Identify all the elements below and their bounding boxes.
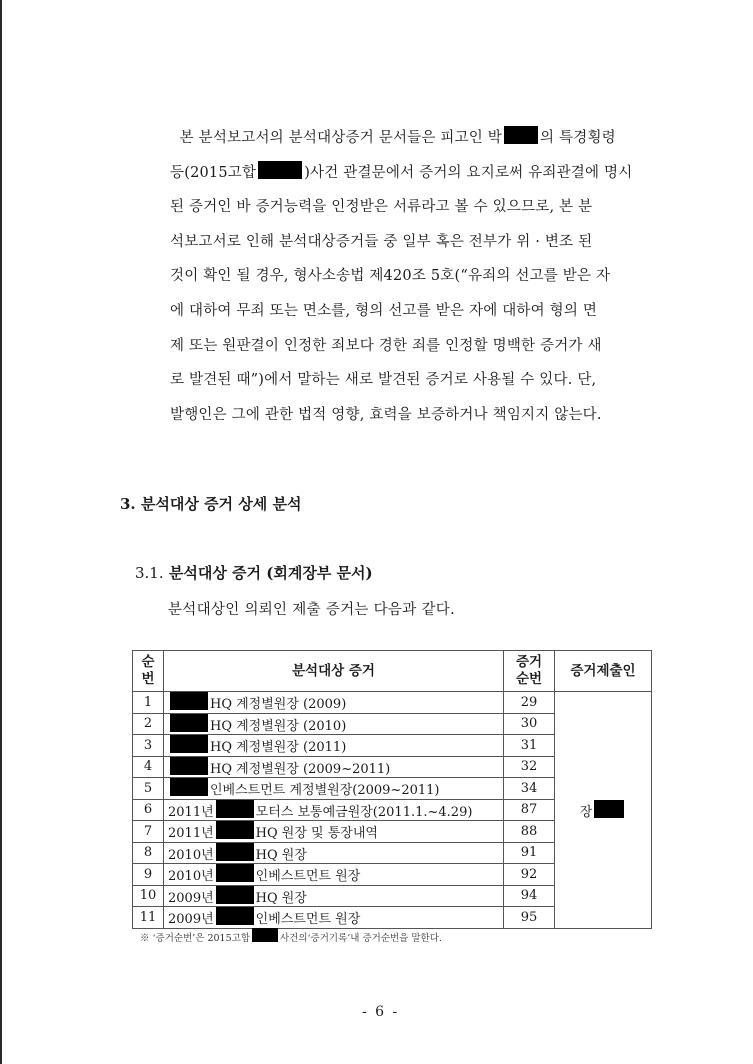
- section-title: 분석대상 증거 (회계장부 문서): [168, 564, 373, 582]
- evidence-seq: 30: [504, 713, 555, 735]
- redaction-box: [504, 126, 538, 144]
- table-header-row: [133, 651, 652, 692]
- evidence-item: [164, 713, 504, 735]
- evidence-item: [164, 756, 504, 778]
- paragraph-text: 의 특경횡령: [540, 130, 616, 146]
- evidence-seq: 91: [504, 842, 555, 864]
- evidence-item: [164, 799, 504, 821]
- paragraph-line: 제 또는 원판결이 인정한 죄보다 경한 죄를 인정할 명백한 증거가 새: [170, 337, 602, 354]
- evidence-seq: 31: [504, 735, 555, 757]
- evidence-title: HQ 원장: [255, 847, 307, 863]
- redaction-box: [170, 757, 208, 775]
- redaction-box: [170, 778, 208, 796]
- evidence-item: [164, 735, 504, 757]
- evidence-seq: 32: [504, 756, 555, 778]
- evidence-title: 모터스 보통예금원장(2011.1.~4.29): [255, 804, 473, 820]
- evidence-year: 2009년: [168, 912, 214, 928]
- evidence-item: [164, 885, 504, 907]
- footnote-text: 사건의‘증거기록’내 증거순번을 말한다.: [280, 933, 442, 944]
- header-seq: 증거 순번: [504, 651, 555, 692]
- evidence-title: HQ 원장: [255, 890, 307, 906]
- paragraph-line: [170, 156, 660, 191]
- header-no: 순 번: [133, 651, 164, 692]
- redaction-box: [216, 800, 254, 818]
- redaction-box: [170, 735, 208, 753]
- row-number: 5: [133, 778, 164, 800]
- footnote: [140, 928, 442, 944]
- row-number: 11: [133, 907, 164, 929]
- evidence-seq: 88: [504, 821, 555, 843]
- redaction-box: [216, 907, 254, 925]
- evidence-item: [164, 821, 504, 843]
- row-number: 9: [133, 864, 164, 886]
- section-number: 3.1.: [135, 564, 164, 582]
- paragraph-line: 에 대하여 무죄 또는 면소를, 형의 선고를 받은 자에 대하여 형의 면: [170, 302, 598, 319]
- header-item: 분석대상 증거: [164, 651, 504, 692]
- paragraph-line: 로 발견된 때”)에서 말하는 새로 발견된 증거로 사용될 수 있다. 단,: [170, 372, 597, 389]
- paragraph-text: )사건 관결문에서 증거의 요지로써 유죄관결에 명시: [304, 164, 633, 181]
- page-number: - 6 -: [362, 1004, 400, 1020]
- row-number: 8: [133, 842, 164, 864]
- evidence-seq: 94: [504, 885, 555, 907]
- evidence-title: 인베스트먼트 원장: [255, 912, 361, 928]
- row-number: 6: [133, 799, 164, 821]
- row-number: 7: [133, 821, 164, 843]
- evidence-item: [164, 864, 504, 886]
- redaction-box: [258, 161, 302, 179]
- row-number: 10: [133, 885, 164, 907]
- evidence-item: [164, 692, 504, 714]
- evidence-year: 2011년: [168, 826, 214, 842]
- evidence-title: 인베스트먼트 계정별원장(2009~2011): [210, 783, 440, 799]
- paragraph-text: 본 분석보고서의 분석대상증거 문서들은 피고인 박: [179, 130, 503, 146]
- redaction-box: [216, 843, 254, 861]
- paragraph-line: [170, 121, 660, 156]
- row-number: 4: [133, 756, 164, 778]
- redaction-box: [170, 714, 208, 732]
- redaction-box: [594, 800, 624, 818]
- paragraph-line: 것이 확인 될 경우, 형사소송법 제420조 5호(“유죄의 선고를 받은 자: [170, 268, 611, 285]
- page-left-border: [0, 0, 2, 1064]
- evidence-seq: 34: [504, 778, 555, 800]
- table-row: [133, 692, 652, 714]
- submitter-cell: [555, 692, 652, 929]
- body-paragraph: [170, 121, 660, 432]
- redaction-box: [216, 864, 254, 882]
- section-3-heading: 3. 분석대상 증거 상세 분석: [120, 495, 302, 513]
- evidence-title: 인베스트먼트 원장: [255, 869, 361, 885]
- evidence-title: HQ 원장 및 통장내역: [255, 826, 378, 842]
- row-number: 1: [133, 692, 164, 714]
- evidence-seq: 29: [504, 692, 555, 714]
- redaction-box: [216, 821, 254, 839]
- intro-sentence: 분석대상인 의뢰인 제출 증거는 다음과 같다.: [168, 602, 455, 618]
- paragraph-text: 등(2015고합: [170, 164, 257, 181]
- evidence-title: HQ 계정별원장 (2011): [210, 740, 347, 756]
- evidence-item: [164, 907, 504, 929]
- redaction-box: [170, 692, 208, 710]
- evidence-year: 2009년: [168, 890, 214, 906]
- submitter-name: 장: [579, 804, 593, 820]
- footnote-text: ※ ‘증거순번’은 2015고합: [140, 933, 250, 944]
- evidence-seq: 92: [504, 864, 555, 886]
- evidence-year: 2011년: [168, 804, 214, 820]
- evidence-seq: 95: [504, 907, 555, 929]
- evidence-table: [132, 650, 652, 929]
- redaction-box: [216, 886, 254, 904]
- evidence-item: [164, 778, 504, 800]
- paragraph-line: 석보고서로 인해 분석대상증거들 중 일부 혹은 전부가 위 · 변조 된: [170, 233, 593, 250]
- header-submitter: 증거제출인: [555, 651, 652, 692]
- evidence-title: HQ 계정별원장 (2010): [210, 718, 347, 734]
- row-number: 3: [133, 735, 164, 757]
- evidence-title: HQ 계정별원장 (2009): [210, 697, 347, 713]
- evidence-seq: 87: [504, 799, 555, 821]
- evidence-title: HQ 계정별원장 (2009~2011): [210, 761, 391, 777]
- paragraph-line: 된 증거인 바 증거능력을 인정받은 서류라고 볼 수 있으므로, 본 분: [170, 199, 593, 216]
- evidence-year: 2010년: [168, 869, 214, 885]
- paragraph-line: 발행인은 그에 관한 법적 영향, 효력을 보증하거나 책임지지 않는다.: [170, 406, 602, 423]
- evidence-year: 2010년: [168, 847, 214, 863]
- section-3-1-heading: [135, 562, 373, 583]
- redaction-box: [252, 928, 278, 942]
- row-number: 2: [133, 713, 164, 735]
- evidence-item: [164, 842, 504, 864]
